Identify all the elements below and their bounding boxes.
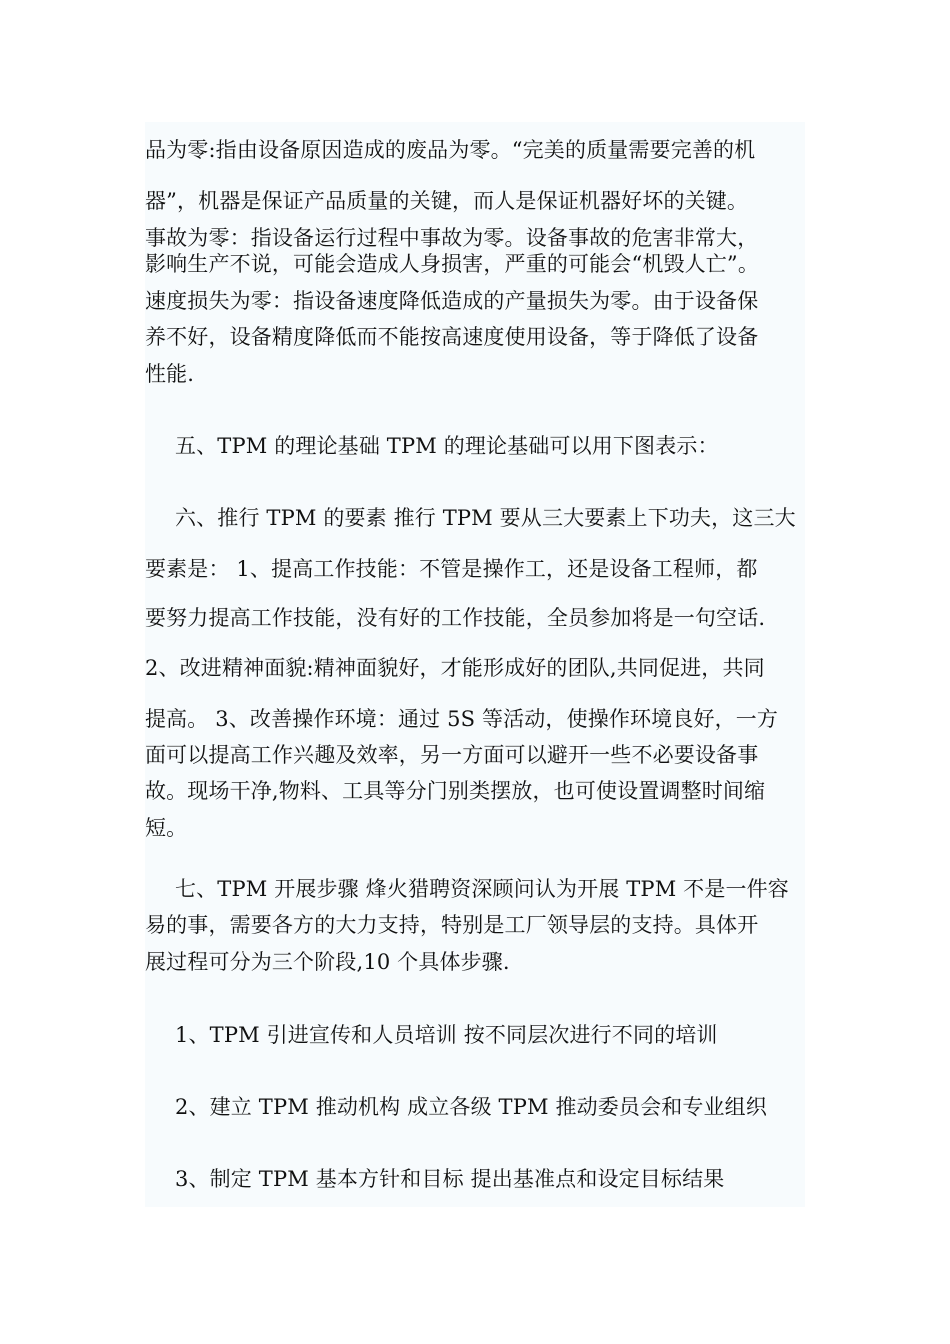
section-6-line-5: 提高。 3、改善操作环境：通过 5S 等活动，使操作环境良好，一方 bbox=[145, 707, 779, 731]
section-6-line-8: 短。 bbox=[145, 816, 188, 840]
document-text-block bbox=[145, 122, 805, 1207]
step-1-line: 1、TPM 引进宣传和人员培训 按不同层次进行不同的培训 bbox=[175, 1023, 718, 1047]
section-5-heading: 五、TPM 的理论基础 TPM 的理论基础可以用下图表示： bbox=[175, 434, 719, 458]
section-6-line-1: 六、推行 TPM 的要素 推行 TPM 要从三大要素上下功夫，这三大 bbox=[175, 506, 796, 530]
section-6-line-4: 2、改进精神面貌:精神面貌好，才能形成好的团队,共同促进，共同 bbox=[145, 656, 765, 680]
paragraph-accident-zero-line-1: 事故为零：指设备运行过程中事故为零。设备事故的危害非常大， bbox=[145, 226, 759, 250]
paragraph-speed-loss-line-1: 速度损失为零：指设备速度降低造成的产量损失为零。由于设备保 bbox=[145, 289, 759, 313]
step-2-line: 2、建立 TPM 推动机构 成立各级 TPM 推动委员会和专业组织 bbox=[175, 1095, 767, 1119]
section-7-line-1: 七、TPM 开展步骤 烽火猎聘资深顾问认为开展 TPM 不是一件容 bbox=[175, 877, 789, 901]
section-6-line-3: 要努力提高工作技能，没有好的工作技能，全员参加将是一句空话. bbox=[145, 606, 766, 630]
paragraph-defect-zero-line-2: 器”，机器是保证产品质量的关键，而人是保证机器好坏的关键。 bbox=[145, 189, 749, 213]
paragraph-speed-loss-line-2: 养不好，设备精度降低而不能按高速度使用设备，等于降低了设备 bbox=[145, 325, 759, 349]
section-6-line-2: 要素是： 1、提高工作技能：不管是操作工，还是设备工程师，都 bbox=[145, 557, 758, 581]
paragraph-defect-zero-line-1: 品为零:指由设备原因造成的废品为零。“完美的质量需要完善的机 bbox=[145, 138, 756, 162]
paragraph-accident-zero-line-2: 影响生产不说，可能会造成人身损害，严重的可能会“机毁人亡”。 bbox=[145, 252, 759, 276]
section-7-line-2: 易的事，需要各方的大力支持，特别是工厂领导层的支持。具体开 bbox=[145, 913, 759, 937]
paragraph-speed-loss-line-3: 性能. bbox=[145, 362, 195, 386]
step-3-line: 3、制定 TPM 基本方针和目标 提出基准点和设定目标结果 bbox=[175, 1167, 725, 1191]
section-6-line-7: 故。现场干净,物料、工具等分门别类摆放，也可使设置调整时间缩 bbox=[145, 779, 766, 803]
section-7-line-3: 展过程可分为三个阶段,10 个具体步骤. bbox=[145, 950, 510, 974]
section-6-line-6: 面可以提高工作兴趣及效率，另一方面可以避开一些不必要设备事 bbox=[145, 743, 759, 767]
